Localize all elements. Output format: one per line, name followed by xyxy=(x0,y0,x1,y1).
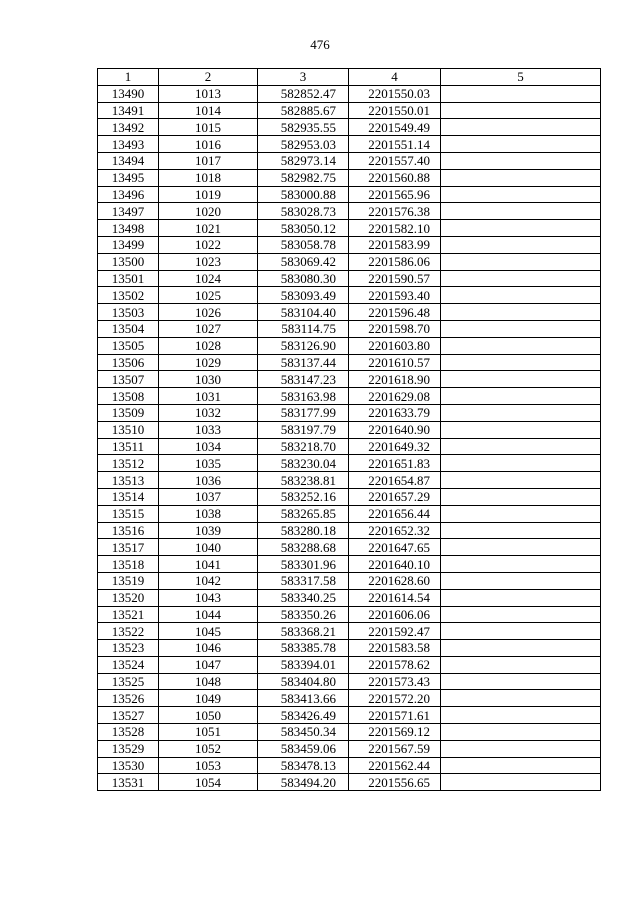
column-header-3: 3 xyxy=(258,69,349,86)
table-cell-col-3: 583317.58 xyxy=(258,572,349,589)
table-cell-col-4: 2201654.87 xyxy=(349,472,441,489)
table-row xyxy=(98,270,601,287)
table-cell-col-4: 2201586.06 xyxy=(349,253,441,270)
table-cell-col-3: 583000.88 xyxy=(258,186,349,203)
table-cell-col-5 xyxy=(441,354,601,371)
table-cell-col-1: 13526 xyxy=(98,690,159,707)
table-cell-col-1: 13517 xyxy=(98,539,159,556)
table-cell-col-5 xyxy=(441,388,601,405)
table-cell-col-3: 583265.85 xyxy=(258,505,349,522)
table-cell-col-4: 2201640.90 xyxy=(349,421,441,438)
table-row xyxy=(98,438,601,455)
table-cell-col-1: 13504 xyxy=(98,320,159,337)
table-cell-col-3: 582973.14 xyxy=(258,152,349,169)
table-cell-col-1: 13490 xyxy=(98,85,159,102)
table-cell-col-1: 13523 xyxy=(98,640,159,657)
table-cell-col-2: 1041 xyxy=(159,556,258,573)
table-cell-col-4: 2201583.58 xyxy=(349,640,441,657)
table-cell-col-3: 583478.13 xyxy=(258,757,349,774)
table-row xyxy=(98,287,601,304)
table-cell-col-4: 2201610.57 xyxy=(349,354,441,371)
table-row xyxy=(98,623,601,640)
table-cell-col-2: 1017 xyxy=(159,152,258,169)
table-cell-col-3: 583104.40 xyxy=(258,304,349,321)
table-row xyxy=(98,707,601,724)
table-cell-col-4: 2201556.65 xyxy=(349,774,441,791)
table-cell-col-4: 2201640.10 xyxy=(349,556,441,573)
table-cell-col-5 xyxy=(441,169,601,186)
table-cell-col-3: 582852.47 xyxy=(258,85,349,102)
table-cell-col-5 xyxy=(441,522,601,539)
table-cell-col-1: 13498 xyxy=(98,220,159,237)
table-cell-col-5 xyxy=(441,690,601,707)
table-cell-col-5 xyxy=(441,572,601,589)
table-cell-col-3: 583177.99 xyxy=(258,404,349,421)
table-cell-col-1: 13527 xyxy=(98,707,159,724)
table-cell-col-1: 13525 xyxy=(98,673,159,690)
table-cell-col-2: 1052 xyxy=(159,740,258,757)
table-cell-col-1: 13512 xyxy=(98,455,159,472)
table-cell-col-5 xyxy=(441,488,601,505)
table-row xyxy=(98,421,601,438)
table-cell-col-3: 583350.26 xyxy=(258,606,349,623)
table-cell-col-3: 583147.23 xyxy=(258,371,349,388)
table-cell-col-5 xyxy=(441,640,601,657)
table-cell-col-1: 13520 xyxy=(98,589,159,606)
table-cell-col-3: 583494.20 xyxy=(258,774,349,791)
table-cell-col-2: 1023 xyxy=(159,253,258,270)
table-cell-col-5 xyxy=(441,287,601,304)
column-header-2: 2 xyxy=(159,69,258,86)
table-cell-col-3: 583080.30 xyxy=(258,270,349,287)
table-cell-col-3: 583058.78 xyxy=(258,236,349,253)
table-row xyxy=(98,220,601,237)
table-row xyxy=(98,85,601,102)
table-cell-col-2: 1054 xyxy=(159,774,258,791)
table-cell-col-5 xyxy=(441,472,601,489)
table-header-row xyxy=(98,69,601,86)
table-cell-col-5 xyxy=(441,740,601,757)
table-cell-col-1: 13492 xyxy=(98,119,159,136)
table-cell-col-4: 2201652.32 xyxy=(349,522,441,539)
table-cell-col-4: 2201603.80 xyxy=(349,337,441,354)
table-cell-col-2: 1018 xyxy=(159,169,258,186)
table-row xyxy=(98,320,601,337)
table-cell-col-3: 582885.67 xyxy=(258,102,349,119)
table-cell-col-3: 583280.18 xyxy=(258,522,349,539)
table-cell-col-1: 13513 xyxy=(98,472,159,489)
table-cell-col-5 xyxy=(441,102,601,119)
page-number: 476 xyxy=(310,37,330,52)
table-cell-col-1: 13514 xyxy=(98,488,159,505)
table-cell-col-1: 13503 xyxy=(98,304,159,321)
table-cell-col-4: 2201562.44 xyxy=(349,757,441,774)
table-cell-col-1: 13515 xyxy=(98,505,159,522)
table-cell-col-5 xyxy=(441,774,601,791)
table-cell-col-4: 2201647.65 xyxy=(349,539,441,556)
table-cell-col-1: 13501 xyxy=(98,270,159,287)
table-cell-col-2: 1030 xyxy=(159,371,258,388)
table-row xyxy=(98,455,601,472)
table-cell-col-3: 583394.01 xyxy=(258,656,349,673)
table-cell-col-1: 13529 xyxy=(98,740,159,757)
table-cell-col-1: 13510 xyxy=(98,421,159,438)
table-cell-col-1: 13531 xyxy=(98,774,159,791)
table-cell-col-3: 583050.12 xyxy=(258,220,349,237)
table-cell-col-1: 13508 xyxy=(98,388,159,405)
table-cell-col-4: 2201582.10 xyxy=(349,220,441,237)
table-cell-col-4: 2201633.79 xyxy=(349,404,441,421)
table-row xyxy=(98,589,601,606)
table-cell-col-5 xyxy=(441,220,601,237)
table-cell-col-1: 13506 xyxy=(98,354,159,371)
table-cell-col-4: 2201551.14 xyxy=(349,136,441,153)
table-row xyxy=(98,606,601,623)
table-cell-col-4: 2201557.40 xyxy=(349,152,441,169)
table-row xyxy=(98,388,601,405)
table-cell-col-2: 1042 xyxy=(159,572,258,589)
table-cell-col-3: 583126.90 xyxy=(258,337,349,354)
table-cell-col-4: 2201596.48 xyxy=(349,304,441,321)
table-cell-col-3: 583238.81 xyxy=(258,472,349,489)
table-cell-col-2: 1016 xyxy=(159,136,258,153)
table-cell-col-4: 2201583.99 xyxy=(349,236,441,253)
column-header-4: 4 xyxy=(349,69,441,86)
table-cell-col-3: 583093.49 xyxy=(258,287,349,304)
table-cell-col-2: 1027 xyxy=(159,320,258,337)
table-cell-col-2: 1046 xyxy=(159,640,258,657)
table-row xyxy=(98,774,601,791)
table-cell-col-2: 1031 xyxy=(159,388,258,405)
table-cell-col-2: 1026 xyxy=(159,304,258,321)
table-cell-col-2: 1014 xyxy=(159,102,258,119)
table-cell-col-2: 1033 xyxy=(159,421,258,438)
table-cell-col-1: 13502 xyxy=(98,287,159,304)
table-cell-col-1: 13494 xyxy=(98,152,159,169)
table-row xyxy=(98,505,601,522)
table-cell-col-5 xyxy=(441,673,601,690)
table-cell-col-5 xyxy=(441,623,601,640)
table-cell-col-5 xyxy=(441,539,601,556)
table-cell-col-2: 1022 xyxy=(159,236,258,253)
table-cell-col-4: 2201614.54 xyxy=(349,589,441,606)
table-cell-col-3: 583340.25 xyxy=(258,589,349,606)
table-row xyxy=(98,757,601,774)
table-cell-col-4: 2201629.08 xyxy=(349,388,441,405)
table-cell-col-2: 1039 xyxy=(159,522,258,539)
table-cell-col-1: 13509 xyxy=(98,404,159,421)
table-cell-col-4: 2201572.20 xyxy=(349,690,441,707)
table-cell-col-5 xyxy=(441,236,601,253)
table-cell-col-2: 1038 xyxy=(159,505,258,522)
table-cell-col-5 xyxy=(441,136,601,153)
table-cell-col-4: 2201628.60 xyxy=(349,572,441,589)
table-cell-col-5 xyxy=(441,119,601,136)
table-cell-col-5 xyxy=(441,455,601,472)
table-cell-col-1: 13505 xyxy=(98,337,159,354)
table-cell-col-5 xyxy=(441,556,601,573)
table-row xyxy=(98,337,601,354)
table-body xyxy=(98,85,601,790)
table-row xyxy=(98,371,601,388)
table-cell-col-2: 1051 xyxy=(159,724,258,741)
table-cell-col-3: 583385.78 xyxy=(258,640,349,657)
table-cell-col-3: 582982.75 xyxy=(258,169,349,186)
table-cell-col-4: 2201618.90 xyxy=(349,371,441,388)
table-cell-col-4: 2201560.88 xyxy=(349,169,441,186)
table-row xyxy=(98,656,601,673)
table-cell-col-2: 1037 xyxy=(159,488,258,505)
table-cell-col-4: 2201573.43 xyxy=(349,673,441,690)
table-row xyxy=(98,488,601,505)
table-row xyxy=(98,169,601,186)
table-cell-col-5 xyxy=(441,270,601,287)
table-cell-col-1: 13496 xyxy=(98,186,159,203)
table-cell-col-3: 583459.06 xyxy=(258,740,349,757)
table-cell-col-5 xyxy=(441,421,601,438)
table-cell-col-2: 1036 xyxy=(159,472,258,489)
table-cell-col-4: 2201593.40 xyxy=(349,287,441,304)
table-cell-col-4: 2201578.62 xyxy=(349,656,441,673)
table-cell-col-2: 1029 xyxy=(159,354,258,371)
column-header-1: 1 xyxy=(98,69,159,86)
table-cell-col-1: 13491 xyxy=(98,102,159,119)
table-cell-col-2: 1050 xyxy=(159,707,258,724)
column-header-5: 5 xyxy=(441,69,601,86)
table-row xyxy=(98,640,601,657)
table-cell-col-1: 13495 xyxy=(98,169,159,186)
table-row xyxy=(98,572,601,589)
table-row xyxy=(98,236,601,253)
table-cell-col-4: 2201550.03 xyxy=(349,85,441,102)
table-cell-col-3: 583069.42 xyxy=(258,253,349,270)
table-cell-col-4: 2201590.57 xyxy=(349,270,441,287)
table-cell-col-1: 13500 xyxy=(98,253,159,270)
table-cell-col-2: 1013 xyxy=(159,85,258,102)
table-cell-col-5 xyxy=(441,656,601,673)
table-cell-col-5 xyxy=(441,85,601,102)
table-cell-col-5 xyxy=(441,757,601,774)
table-cell-col-5 xyxy=(441,505,601,522)
table-cell-col-5 xyxy=(441,304,601,321)
table-cell-col-2: 1035 xyxy=(159,455,258,472)
table-row xyxy=(98,304,601,321)
table-cell-col-5 xyxy=(441,371,601,388)
table-cell-col-3: 583368.21 xyxy=(258,623,349,640)
table-cell-col-2: 1040 xyxy=(159,539,258,556)
table-cell-col-1: 13507 xyxy=(98,371,159,388)
table-cell-col-2: 1025 xyxy=(159,287,258,304)
table-cell-col-3: 583028.73 xyxy=(258,203,349,220)
table-cell-col-2: 1020 xyxy=(159,203,258,220)
table-cell-col-4: 2201598.70 xyxy=(349,320,441,337)
table-cell-col-4: 2201592.47 xyxy=(349,623,441,640)
table-cell-col-2: 1044 xyxy=(159,606,258,623)
table-cell-col-5 xyxy=(441,606,601,623)
table-cell-col-4: 2201656.44 xyxy=(349,505,441,522)
table-cell-col-1: 13511 xyxy=(98,438,159,455)
table-row xyxy=(98,472,601,489)
table-cell-col-3: 583252.16 xyxy=(258,488,349,505)
table-row xyxy=(98,136,601,153)
table-cell-col-4: 2201565.96 xyxy=(349,186,441,203)
table-cell-col-3: 583114.75 xyxy=(258,320,349,337)
table-cell-col-3: 583137.44 xyxy=(258,354,349,371)
table-cell-col-3: 583218.70 xyxy=(258,438,349,455)
table-cell-col-3: 583404.80 xyxy=(258,673,349,690)
table-cell-col-3: 583450.34 xyxy=(258,724,349,741)
table-cell-col-1: 13522 xyxy=(98,623,159,640)
table-cell-col-3: 583301.96 xyxy=(258,556,349,573)
table-cell-col-1: 13528 xyxy=(98,724,159,741)
table-cell-col-1: 13493 xyxy=(98,136,159,153)
table-cell-col-2: 1032 xyxy=(159,404,258,421)
table-cell-col-3: 583163.98 xyxy=(258,388,349,405)
table-cell-col-3: 583426.49 xyxy=(258,707,349,724)
table-cell-col-5 xyxy=(441,253,601,270)
table-cell-col-1: 13524 xyxy=(98,656,159,673)
table-cell-col-2: 1045 xyxy=(159,623,258,640)
table-cell-col-4: 2201576.38 xyxy=(349,203,441,220)
table-cell-col-1: 13518 xyxy=(98,556,159,573)
table-cell-col-4: 2201606.06 xyxy=(349,606,441,623)
table-cell-col-4: 2201649.32 xyxy=(349,438,441,455)
table-cell-col-2: 1024 xyxy=(159,270,258,287)
table-cell-col-5 xyxy=(441,320,601,337)
table-cell-col-4: 2201549.49 xyxy=(349,119,441,136)
table-cell-col-1: 13521 xyxy=(98,606,159,623)
table-cell-col-2: 1028 xyxy=(159,337,258,354)
table-row xyxy=(98,522,601,539)
table-cell-col-2: 1034 xyxy=(159,438,258,455)
table-cell-col-2: 1043 xyxy=(159,589,258,606)
table-cell-col-1: 13499 xyxy=(98,236,159,253)
table-cell-col-5 xyxy=(441,337,601,354)
table-cell-col-4: 2201571.61 xyxy=(349,707,441,724)
table-cell-col-3: 583230.04 xyxy=(258,455,349,472)
table-cell-col-5 xyxy=(441,438,601,455)
table-row xyxy=(98,556,601,573)
table-cell-col-1: 13497 xyxy=(98,203,159,220)
table-cell-col-2: 1047 xyxy=(159,656,258,673)
table-cell-col-2: 1053 xyxy=(159,757,258,774)
table-row xyxy=(98,740,601,757)
coordinates-table xyxy=(97,68,601,791)
table-cell-col-3: 583288.68 xyxy=(258,539,349,556)
table-cell-col-5 xyxy=(441,707,601,724)
table-cell-col-1: 13516 xyxy=(98,522,159,539)
table-row xyxy=(98,152,601,169)
table-cell-col-2: 1019 xyxy=(159,186,258,203)
table-row xyxy=(98,102,601,119)
table-cell-col-3: 583413.66 xyxy=(258,690,349,707)
table-cell-col-2: 1021 xyxy=(159,220,258,237)
table-row xyxy=(98,203,601,220)
table-cell-col-5 xyxy=(441,152,601,169)
table-row xyxy=(98,354,601,371)
table-row xyxy=(98,186,601,203)
table-cell-col-2: 1015 xyxy=(159,119,258,136)
table-cell-col-2: 1049 xyxy=(159,690,258,707)
table-cell-col-4: 2201651.83 xyxy=(349,455,441,472)
table-row xyxy=(98,724,601,741)
table-row xyxy=(98,690,601,707)
table-cell-col-5 xyxy=(441,203,601,220)
table-cell-col-4: 2201567.59 xyxy=(349,740,441,757)
table-cell-col-5 xyxy=(441,404,601,421)
table-cell-col-4: 2201657.29 xyxy=(349,488,441,505)
table-row xyxy=(98,539,601,556)
table-cell-col-3: 583197.79 xyxy=(258,421,349,438)
table-row xyxy=(98,404,601,421)
table-row xyxy=(98,119,601,136)
table-cell-col-2: 1048 xyxy=(159,673,258,690)
table-cell-col-1: 13519 xyxy=(98,572,159,589)
table-cell-col-5 xyxy=(441,724,601,741)
table-cell-col-1: 13530 xyxy=(98,757,159,774)
table-row xyxy=(98,253,601,270)
table-cell-col-3: 582953.03 xyxy=(258,136,349,153)
table-cell-col-3: 582935.55 xyxy=(258,119,349,136)
table-cell-col-5 xyxy=(441,186,601,203)
table-cell-col-4: 2201569.12 xyxy=(349,724,441,741)
table-cell-col-5 xyxy=(441,589,601,606)
table-row xyxy=(98,673,601,690)
table-cell-col-4: 2201550.01 xyxy=(349,102,441,119)
